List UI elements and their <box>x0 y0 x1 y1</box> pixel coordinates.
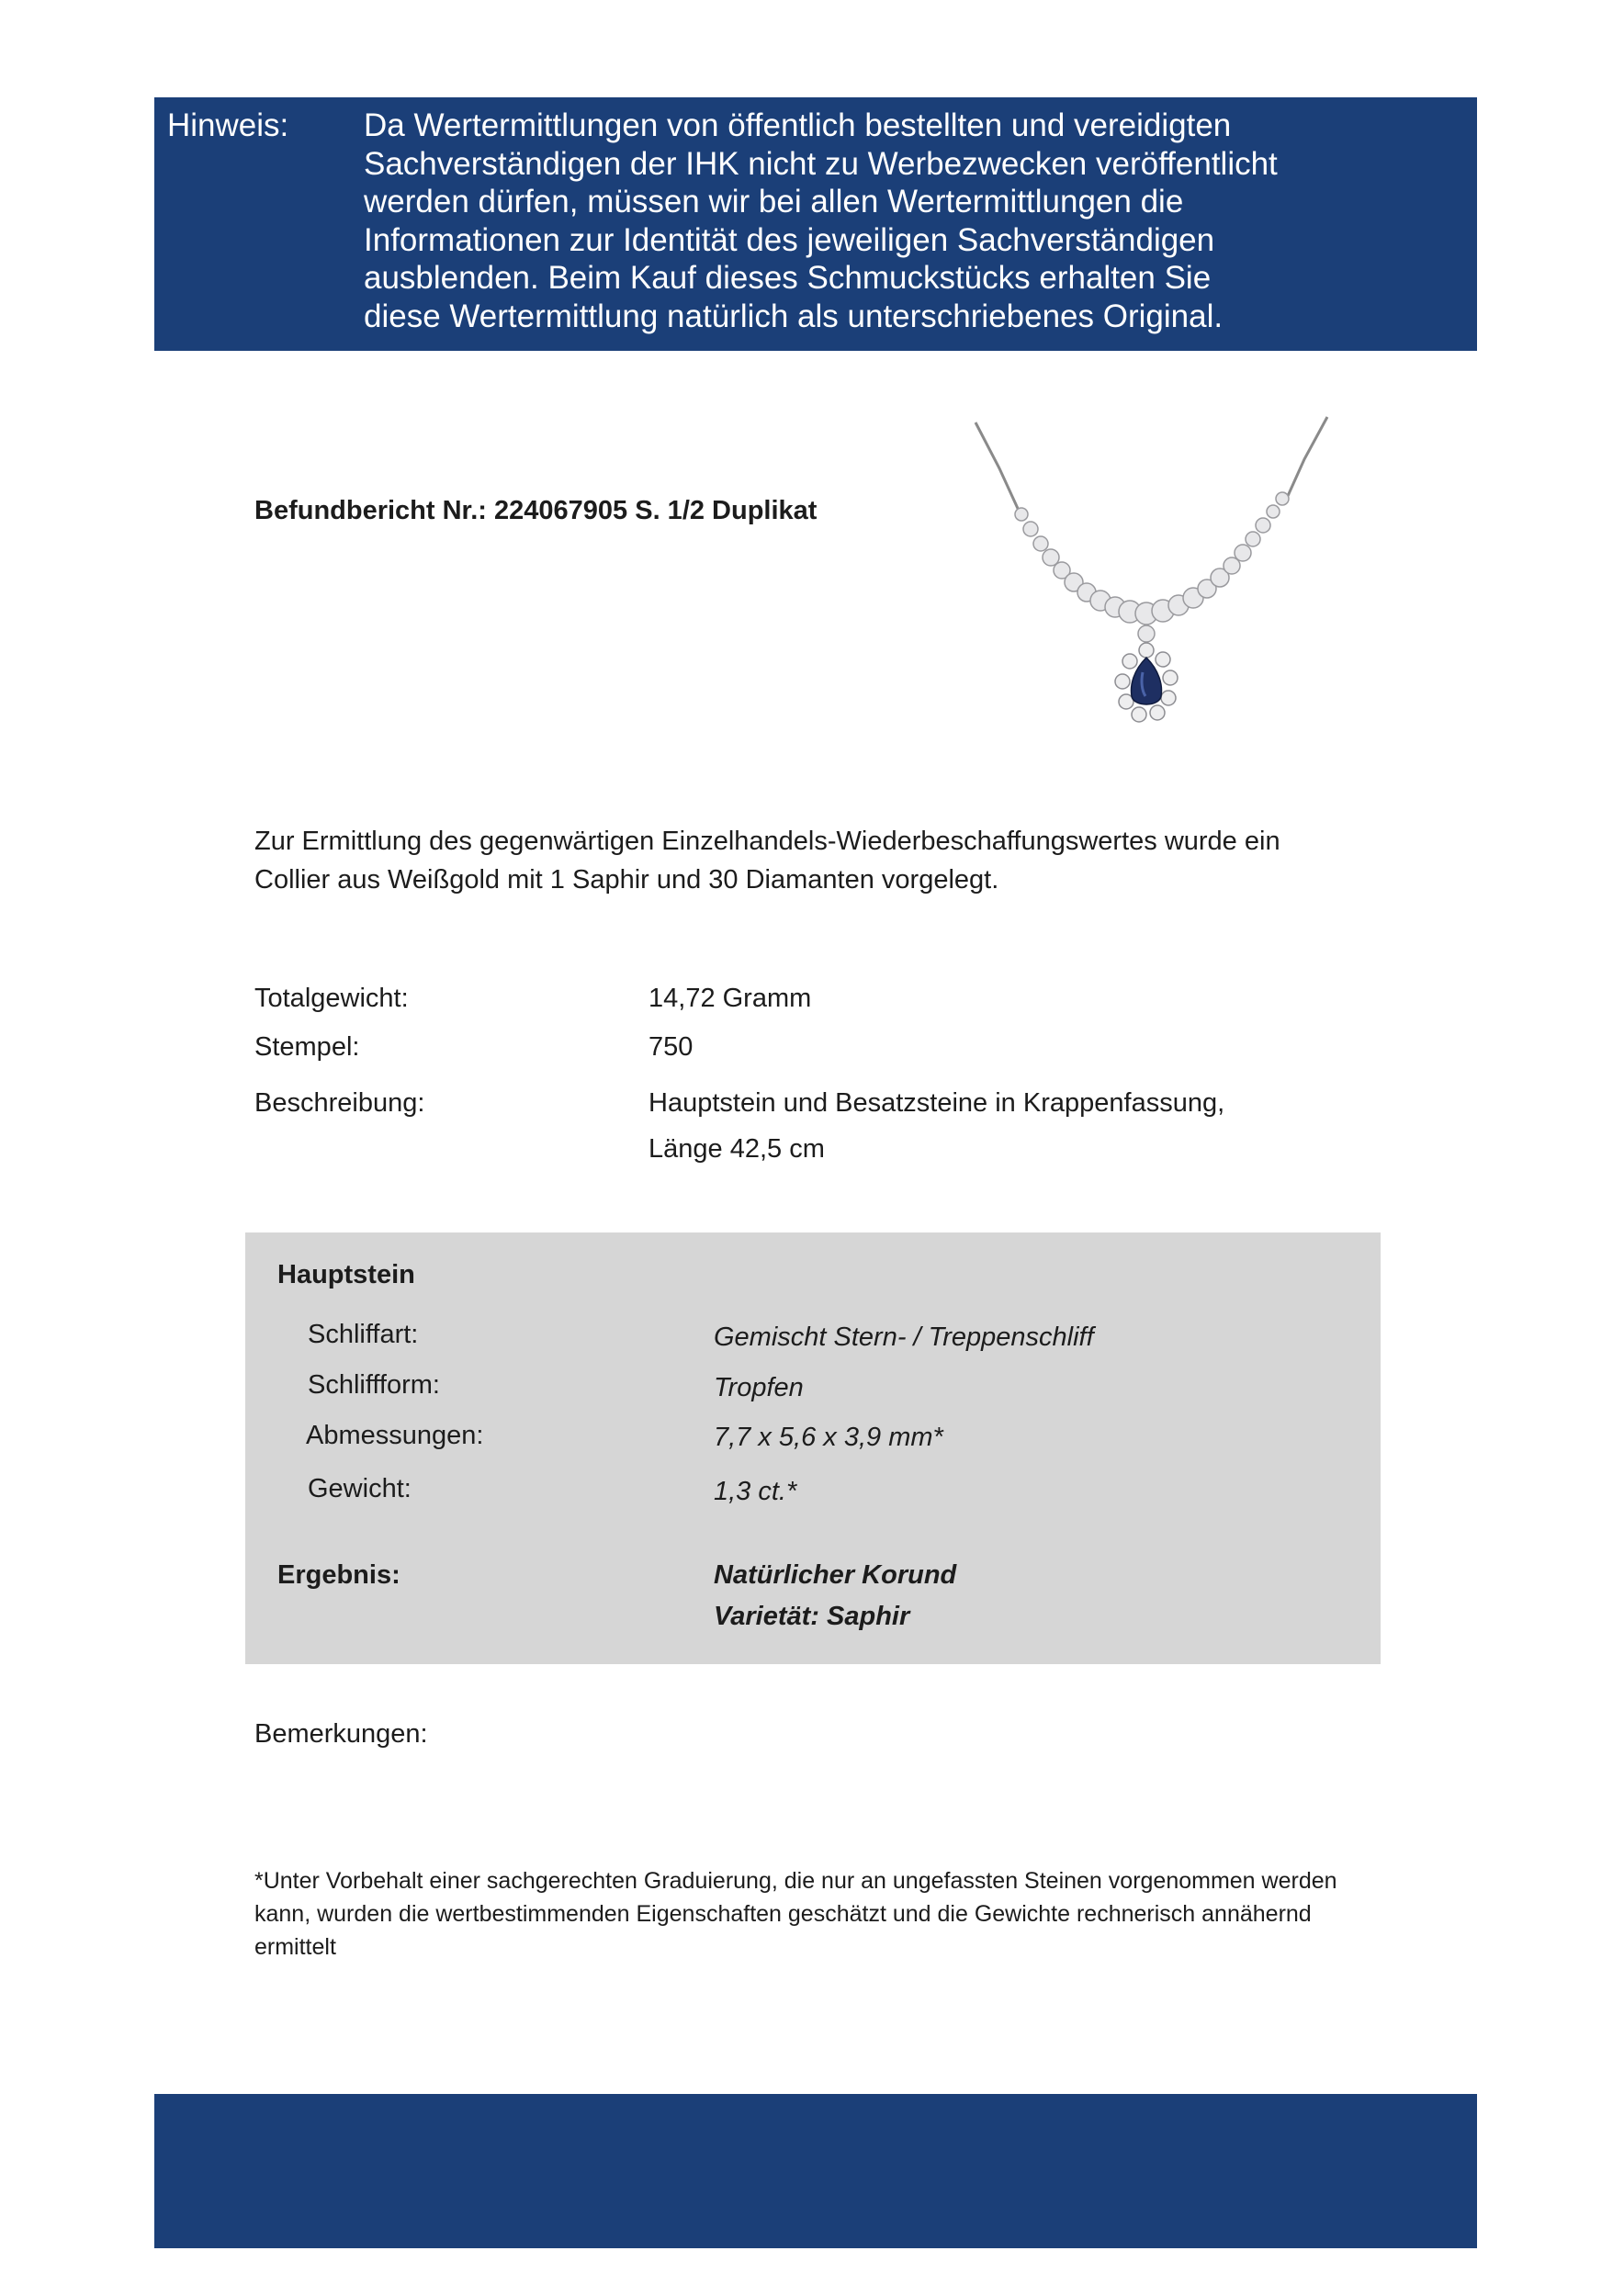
total-weight-value: 14,72 Gramm <box>648 984 812 1013</box>
cut-value: Gemischt Stern- / Treppenschliff <box>714 1322 1094 1352</box>
stone-weight-label: Gewicht: <box>308 1474 412 1503</box>
dimensions-label: Abmessungen: <box>306 1421 484 1450</box>
description-value-line2: Länge 42,5 cm <box>648 1134 825 1164</box>
footnote-line: *Unter Vorbehalt einer sachgerechten Graduierung, die nur an ungefassten Steinen vorgenommen werden <box>254 1868 1337 1894</box>
notice-line: werden dürfen, müssen wir bei allen Wertermittlungen die <box>364 184 1184 219</box>
remarks-label: Bemerkungen: <box>254 1719 428 1749</box>
notice-line: Da Wertermittlungen von öffentlich bestellten und vereidigten <box>364 107 1232 143</box>
main-stone-panel <box>245 1232 1381 1664</box>
notice-text <box>364 107 1448 335</box>
main-stone-heading: Hauptstein <box>277 1260 415 1289</box>
notice-line: diese Wertermittlung natürlich als unterschriebenes Original. <box>364 298 1224 334</box>
shape-label: Schliffform: <box>308 1370 440 1400</box>
result-label: Ergebnis: <box>277 1560 400 1590</box>
stamp-label: Stempel: <box>254 1032 360 1062</box>
notice-line: Informationen zur Identität des jeweiligen Sachverständigen <box>364 221 1215 258</box>
footnote <box>254 1864 1449 1964</box>
stamp-value: 750 <box>648 1032 694 1062</box>
footnote-line: ermittelt <box>254 1934 336 1960</box>
dimensions-value: 7,7 x 5,6 x 3,9 mm* <box>714 1423 943 1452</box>
description-value-line1: Hauptstein und Besatzsteine in Krappenfassung, <box>648 1088 1225 1118</box>
result-value-line2: Varietät: Saphir <box>714 1602 910 1631</box>
notice-label: Hinweis: <box>167 107 289 143</box>
total-weight-label: Totalgewicht: <box>254 984 409 1013</box>
shape-value: Tropfen <box>714 1373 804 1402</box>
notice-line: ausblenden. Beim Kauf dieses Schmuckstücks erhalten Sie <box>364 260 1212 296</box>
necklace-image <box>955 404 1350 753</box>
stone-weight-value: 1,3 ct.* <box>714 1477 797 1506</box>
report-title: Befundbericht Nr.: 224067905 S. 1/2 Duplikat <box>254 496 818 525</box>
cut-label: Schliffart: <box>308 1320 419 1349</box>
footnote-line: kann, wurden die wertbestimmenden Eigenschaften geschätzt und die Gewichte rechnerisch annähernd <box>254 1901 1312 1927</box>
description-label: Beschreibung: <box>254 1088 425 1118</box>
footer-band <box>154 2094 1477 2248</box>
result-value-line1: Natürlicher Korund <box>714 1560 957 1590</box>
notice-line: Sachverständigen der IHK nicht zu Werbezwecken veröffentlicht <box>364 145 1278 182</box>
intro-line: Collier aus Weißgold mit 1 Saphir und 30 Diamanten vorgelegt. <box>254 865 999 895</box>
intro-line: Zur Ermittlung des gegenwärtigen Einzelhandels-Wiederbeschaffungswertes wurde ein <box>254 827 1280 856</box>
notice-banner <box>154 97 1477 351</box>
intro-paragraph <box>254 822 1280 899</box>
